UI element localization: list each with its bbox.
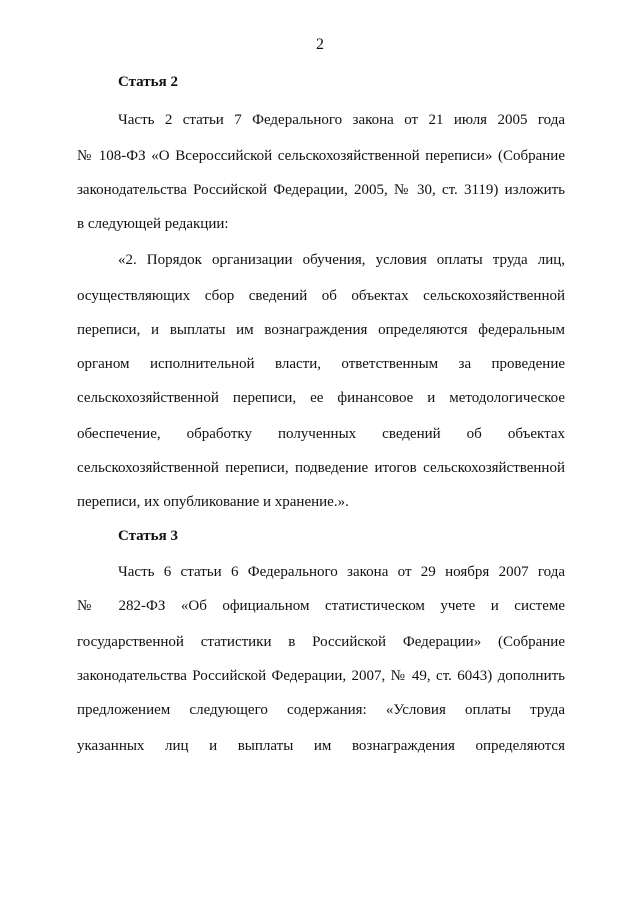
article-2-quote-line-7: сельскохозяйственной переписи, подведение итогов сельскохозяйственной	[77, 460, 565, 476]
article-2-heading: Статья 2	[118, 74, 178, 90]
article-3-line-4: законодательства Российской Федерации, 2007, № 49, ст. 6043) дополнить	[77, 668, 565, 684]
article-3-line-2: № 282-ФЗ «Об официальном статистическом учете и системе	[77, 598, 565, 614]
article-3-line-5: предложением следующего содержания: «Условия оплаты труда	[77, 702, 565, 718]
article-2-line-3: законодательства Российской Федерации, 2005, № 30, ст. 3119) изложить	[77, 182, 565, 198]
article-2-line-4: в следующей редакции:	[77, 216, 229, 232]
article-2-quote-line-6: обеспечение, обработку полученных сведений об объектах	[77, 426, 565, 442]
article-2-quote-line-8: переписи, их опубликование и хранение.».	[77, 494, 349, 510]
article-3-line-1: Часть 6 статьи 6 Федерального закона от 29 ноября 2007 года	[118, 564, 565, 580]
article-2-line-1: Часть 2 статьи 7 Федерального закона от 21 июля 2005 года	[118, 112, 565, 128]
article-2-quote-line-2: осуществляющих сбор сведений об объектах сельскохозяйственной	[77, 288, 565, 304]
article-2-line-2: № 108-ФЗ «О Всероссийской сельскохозяйственной переписи» (Собрание	[77, 148, 565, 164]
article-3-line-6: указанных лиц и выплаты им вознаграждения определяются	[77, 738, 565, 754]
article-2-quote-line-5: сельскохозяйственной переписи, ее финансовое и методологическое	[77, 390, 565, 406]
article-2-quote-line-3: переписи, и выплаты им вознаграждения определяются федеральным	[77, 322, 565, 338]
article-2-quote-line-1: «2. Порядок организации обучения, условия оплаты труда лиц,	[118, 252, 565, 268]
article-3-heading: Статья 3	[118, 528, 178, 544]
article-3-line-3: государственной статистики в Российской Федерации» (Собрание	[77, 634, 565, 650]
article-2-quote-line-4: органом исполнительной власти, ответственным за проведение	[77, 356, 565, 372]
page-number: 2	[316, 36, 324, 53]
